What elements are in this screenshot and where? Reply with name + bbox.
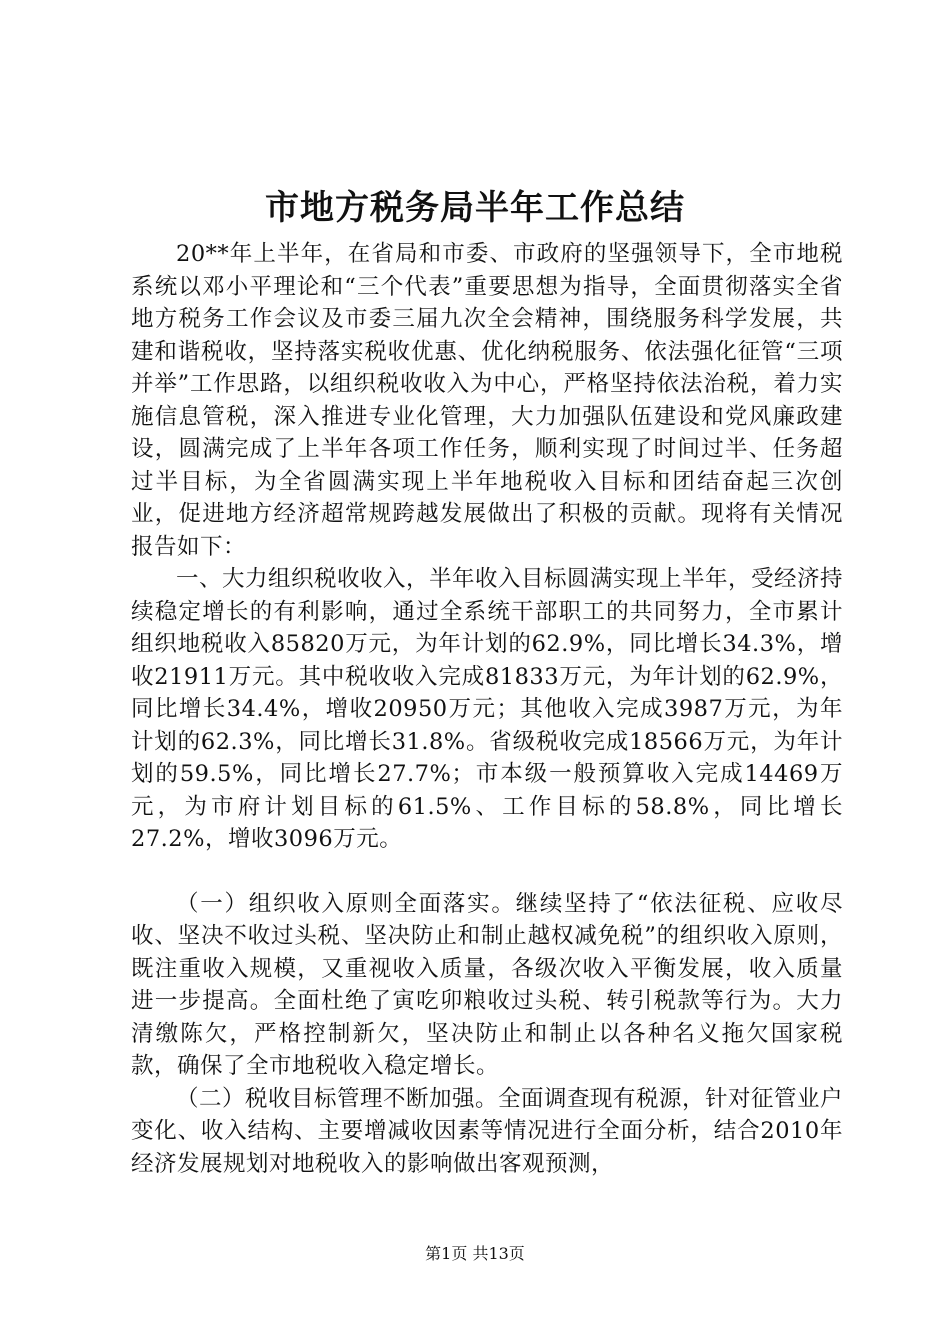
document-title: 市地方税务局半年工作总结 xyxy=(265,188,685,228)
paragraph-section-one: 一、大力组织税收收入，半年收入目标圆满实现上半年，受经济持续稳定增长的有利影响，通过全系统干部职工的共同努力，全市累计组织地税收入85820万元，为年计划的62.9%，同比增长34.3%，增收21911万元。其中税收收入完成81833万元，为年计划的62.9%，同比增长34.4%，增收20950万元；其他收入完成3987万元，为年计划的62.3%，同比增长31.8%。省级税收完成18566万元，为年计划的59.5%，同比增长27.7%；市本级一般预算收入完成14469万元，为市府计划目标的61.5%、工作目标的58.8%，同比增长27.2%，增收3096万元。 xyxy=(131,566,844,852)
paragraph-subsection-one: （一）组织收入原则全面落实。继续坚持了“依法征税、应收尽收、坚决不收过头税、坚决防止和制止越权减免税”的组织收入原则，既注重收入规模，又重视收入质量，各级次收入平衡发展，收入质量进一步提高。全面杜绝了寅吃卯粮收过头税、转引税款等行为。大力清缴陈欠，严格控制新欠，坚决防止和制止以各种名义拖欠国家税款，确保了全市地税收入稳定增长。 xyxy=(131,890,843,1079)
paragraph-intro: 20**年上半年，在省局和市委、市政府的坚强领导下，全市地税系统以邓小平理论和“三个代表”重要思想为指导，全面贯彻落实全省地方税务工作会议及市委三届九次全会精神，围绕服务科学发展，共建和谐税收，坚持落实税收优惠、优化纳税服务、依法强化征管“三项并举”工作思路，以组织税收收入为中心，严格坚持依法治税，着力实施信息管税，深入推进专业化管理，大力加强队伍建设和党风廉政建设，圆满完成了上半年各项工作任务，顺利实现了时间过半、任务超过半目标，为全省圆满实现上半年地税收入目标和团结奋起三次创业，促进地方经济超常规跨越发展做出了积极的贡献。现将有关情况报告如下： xyxy=(131,241,843,560)
page-number-footer: 第1页 共13页 xyxy=(425,1244,525,1263)
document-body xyxy=(131,238,843,1180)
paragraph-subsection-two: （二）税收目标管理不断加强。全面调查现有税源，针对征管业户变化、收入结构、主要增减收因素等情况进行全面分析，结合2010年经济发展规划对地税收入的影响做出客观预测， xyxy=(131,1085,844,1177)
